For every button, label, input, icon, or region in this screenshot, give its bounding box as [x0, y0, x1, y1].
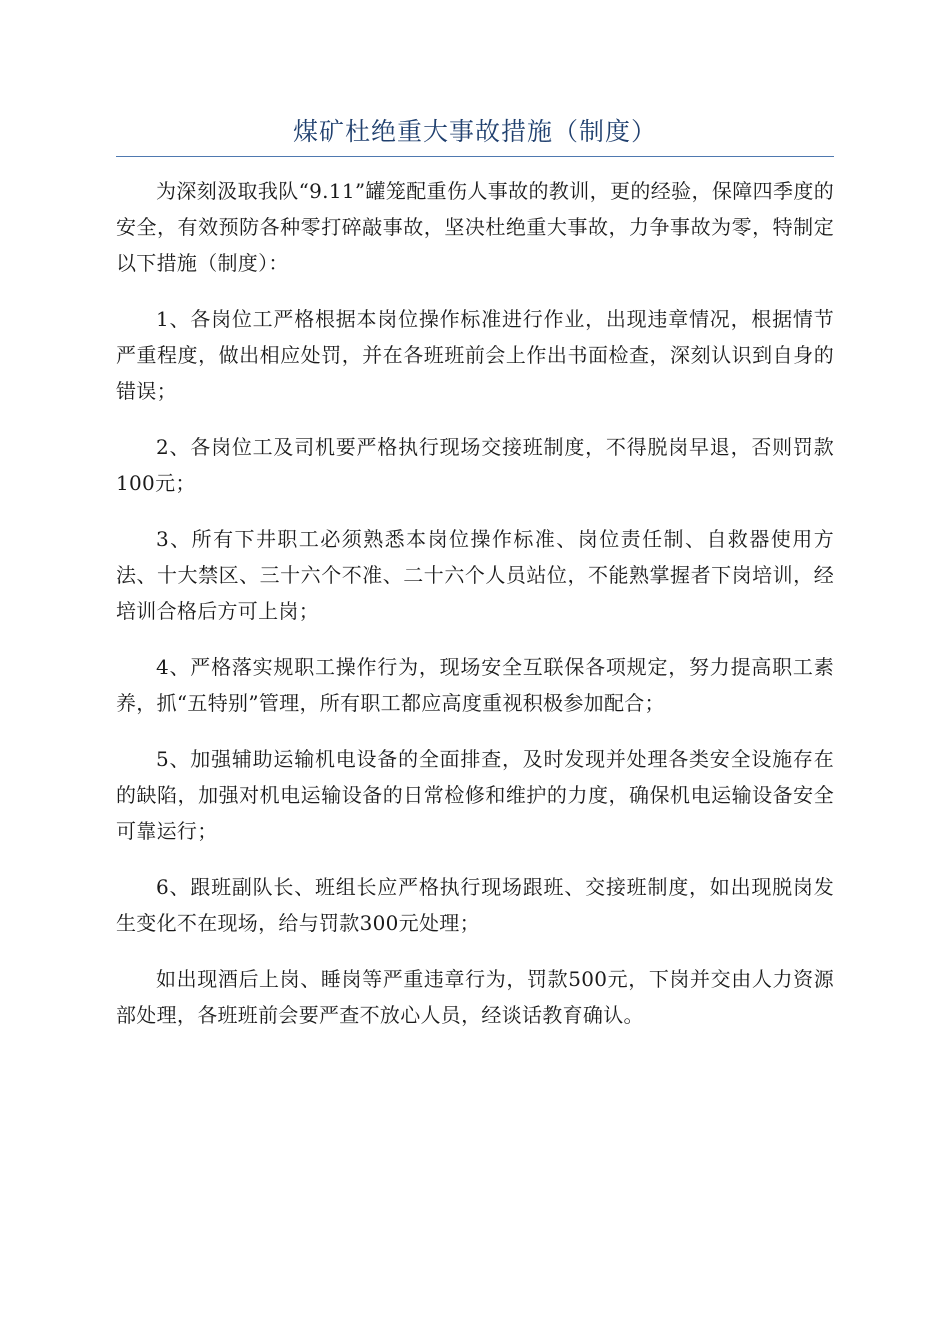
- measure-paragraph-5: 5、加强辅助运输机电设备的全面排查，及时发现并处理各类安全设施存在的缺陷，加强对机电运输设备的日常检修和维护的力度，确保机电运输设备安全可靠运行；: [116, 747, 834, 843]
- measure-paragraph-6: 6、跟班副队长、班组长应严格执行现场跟班、交接班制度，如出现脱岗发生变化不在现场，给与罚款300元处理；: [116, 875, 834, 935]
- measure-paragraph-3: 3、所有下井职工必须熟悉本岗位操作标准、岗位责任制、自救器使用方法、十大禁区、三十六个不准、二十六个人员站位，不能熟掌握者下岗培训，经培训合格后方可上岗；: [116, 527, 834, 623]
- measure-paragraph-4: 4、严格落实规职工操作行为，现场安全互联保各项规定，努力提高职工素养，抓“五特别”管理，所有职工都应高度重视积极参加配合；: [116, 655, 834, 715]
- document-title: 煤矿杜绝重大事故措施（制度）: [292, 117, 657, 146]
- document-body: [116, 173, 834, 1053]
- intro-paragraph: 为深刻汲取我队“9.11”罐笼配重伤人事故的教训，更的经验，保障四季度的安全，有效预防各种零打碎敲事故，坚决杜绝重大事故，力争事故为零，特制定以下措施（制度）：: [116, 179, 834, 275]
- title-block: [116, 112, 834, 157]
- measure-paragraph-2: 2、各岗位工及司机要严格执行现场交接班制度，不得脱岗早退，否则罚款100元；: [116, 435, 834, 495]
- measure-paragraph-1: 1、各岗位工严格根据本岗位操作标准进行作业，出现违章情况，根据情节严重程度，做出相应处罚，并在各班班前会上作出书面检查，深刻认识到自身的错误；: [116, 307, 834, 403]
- closing-paragraph: 如出现酒后上岗、睡岗等严重违章行为，罚款500元，下岗并交由人力资源部处理，各班班前会要严查不放心人员，经谈话教育确认。: [116, 967, 834, 1027]
